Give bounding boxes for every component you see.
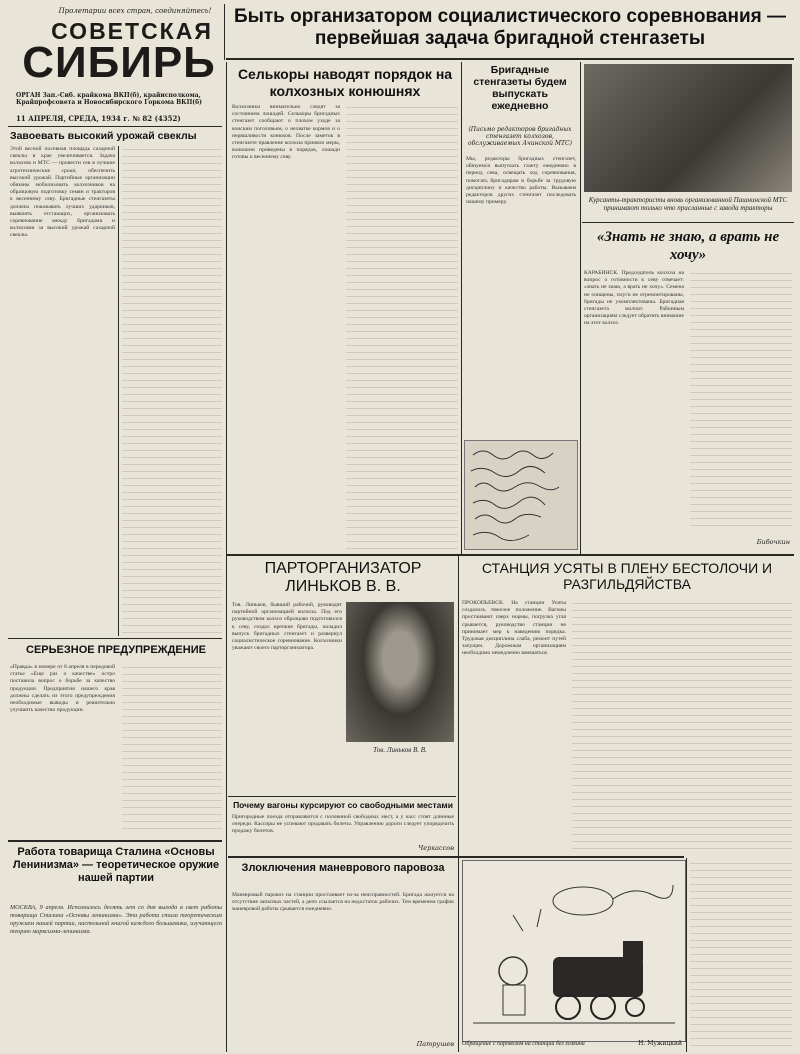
col-divider [226, 62, 227, 554]
selkory-body: Колхозники внимательно следят за состоянием лошадей. Селькоры бригадных стенгазет сообщают о плохом уходе за конским поголовьем, о нехватке кормов и о неряшливости конюхов. После заметок в стенгазете правление колхоза приняло меры, конюшни приведены в порядок, лошади готовы к весеннему севу. [232, 104, 340, 161]
stalin-body: МОСКВА, 9 апреля. Исполнилось десять лет со дня выхода в свет работы товарища Сталина «Основы ленинизма». Эта работа стала теоретическим оружием нашей партии, настольной книгой каждого большевика, изучающего теорию марксизма-ленинизма. [10, 904, 222, 935]
section-rule [582, 222, 794, 223]
masthead-organ: ОРГАН Зап.-Сиб. крайкома ВКП(б), крайисполкома, Крайпрофсовета и Новосибирского Горкома ВКП(б) [16, 92, 202, 106]
wagons-title: Почему вагоны курсируют со свободными местами [233, 800, 453, 810]
stantsiya-continuation [572, 600, 792, 850]
col-divider [458, 858, 459, 1052]
wagons-author: Черкассов [418, 844, 454, 852]
masthead-dateline: 11 АПРЕЛЯ, СРЕДА, 1934 г. № 82 (4352) [16, 114, 181, 123]
locomotive-body: Маневровый паровоз на станции простаивает из-за неисправностей. Бригада жалуется на отсутствие запасных частей, а депо ссылается на недостаток рабочих. Тем временем график маневровой работы срывается ежедневно. [232, 892, 454, 913]
masthead-rule [8, 126, 222, 127]
col-divider [686, 858, 687, 1052]
masthead-divider [224, 4, 225, 60]
cartoon-caption: Обращение с паровозом на станции без хозяина [462, 1041, 585, 1047]
stantsiya-body: ПРОКОПЬЕВСК. На станции Усяты создалось тяжелое положение. Вагоны простаивают сверх нормы, погрузка угля срывается, руководство станции не принимает мер к наведению порядка. Трудовая дисциплина слаба, ремонт путей запущен. Дорожным организациям необходимо немедленно вмешаться. [462, 600, 566, 657]
photo-tractors-caption: Курсанты-трактористы вновь организованной Пашнинской МТС принимают только что присланные с завода тракторы [588, 196, 788, 212]
partorg-body: Тов. Линьков, бывший рабочий, руководит партийной организацией колхоза. Под его руководством колхоз образцово подготовился к севу, создал крепкие бригады, наладил выпуск бригадных стенгазет и развернул социалистическое соревнование. Колхозники уважают своего парторганизатора. [232, 602, 342, 652]
znat-continuation [690, 270, 792, 530]
brigade-body: Мы, редакторы бригадных стенгазет, обязуемся выпускать газету ежедневно в период сева, освещать ход соревнования, помогать бригадирам в борьбе за трудовую дисциплину и качество работы. Вызываем редакторов других стенгазет последовать нашему примеру. [466, 156, 576, 206]
znat-body: КАРАБИНСК. Председатель колхоза на вопрос о готовности к севу отвечает: «знать не знаю, а врать не хочу». Семена не очищены, плуги не отремонтированы, бригады не укомплектованы. Бригадная стенгазета молчит. Районным организациям следует обратить внимание на этот колхоз. [584, 270, 684, 327]
cartoon-author: Н. Мужицкий [638, 1040, 682, 1047]
masthead [10, 4, 220, 126]
cartoon-locomotive [462, 860, 686, 1042]
harvest-body: Этой весной посевная площадь сахарной свеклы в крае увеличивается. Задача колхозов и МТС — провести сев в лучшие агротехнические сроки, обеспечить высокий урожай. Партийные организации обязаны мобилизовать колхозников на образцовую подготовку семян и тракторов к весеннему севу. Бригадные стенгазеты должны показывать лучших ударников, выявлять отстающих, организовать соревнование между бригадами и колхозами за высокий урожай сахарной свеклы. [10, 146, 115, 239]
znat-author: Бибочкин [756, 538, 790, 546]
banner-headline: Быть организатором социалистического соревнования — первейшая задача бригадной стенгазеты [233, 6, 787, 49]
serious-title: СЕРЬЕЗНОЕ ПРЕДУПРЕЖДЕНИЕ [26, 644, 206, 656]
partorg-portrait [346, 602, 454, 742]
brigade-title: Бригадные стенгазеты будем выпускать ежедневно [473, 64, 567, 112]
col-divider [458, 556, 459, 856]
partorg-portrait-caption: Тов. Линьков В. В. [373, 746, 427, 754]
serious-continuation [122, 664, 222, 834]
stalin-title: Работа товарища Сталина «Основы Ленинизма» — теоретическое оружие нашей партии [12, 846, 220, 884]
serious-body: «Правда» в номере от 8 апреля в передовой статье «Еще раз о качестве» остро поставила вопрос о борьбе за качество продукции. Предприятия нашего края должны сделать из этого предупреждения необходимые выводы и решительно улучшить качество продукции. [10, 664, 115, 714]
wagons-body: Пригородные поезда отправляются с половиной свободных мест, а у касс стоят длинные очереди. Кассиры не успевают продавать билеты. Управлению дороги следует упорядочить продажу билетов. [232, 814, 454, 835]
col-divider [461, 62, 462, 554]
selkory-continuation [346, 104, 458, 552]
masthead-title-line1: СОВЕТСКАЯ [51, 18, 213, 44]
masthead-title-line2: СИБИРЬ [22, 38, 216, 87]
section-rule [228, 856, 684, 858]
col-divider [118, 146, 119, 636]
section-rule [8, 638, 222, 639]
mid-rule [226, 554, 794, 556]
col-divider [226, 556, 227, 1052]
section-rule [8, 840, 222, 842]
locomotive-author: Патрушев [416, 1040, 454, 1048]
banner-rule [226, 58, 794, 60]
handwriting-icon [465, 441, 577, 549]
locomotive-cartoon-icon [463, 861, 685, 1041]
stantsiya-title: СТАНЦИЯ УСЯТЫ В ПЛЕНУ БЕСТОЛОЧИ И РАЗГИЛЬДЯЙСТВА [481, 560, 773, 592]
photo-tractors [584, 64, 792, 192]
harvest-title: Завоевать высокий урожай свеклы [10, 130, 197, 142]
harvest-continuation [122, 146, 222, 636]
signatures-image [464, 440, 578, 550]
partorg-title: ПАРТОРГАНИЗАТОР ЛИНЬКОВ В. В. [264, 560, 422, 595]
section-rule [228, 796, 456, 797]
right-bottom-continuation [690, 860, 792, 1048]
masthead-motto: Пролетарии всех стран, соединяйтесь! [58, 7, 212, 15]
znat-title: «Знать не знаю, а врать не хочу» [596, 229, 780, 263]
brigade-subtitle: (Письмо редакторов бригадных стенгазет колхозов, обслуживаемых Ачинской МТС) [468, 126, 572, 147]
selkory-title: Селькоры наводят порядок на колхозных конюшнях [237, 66, 453, 99]
col-divider [580, 62, 581, 554]
locomotive-title: Злоключения маневрового паровоза [241, 862, 445, 874]
